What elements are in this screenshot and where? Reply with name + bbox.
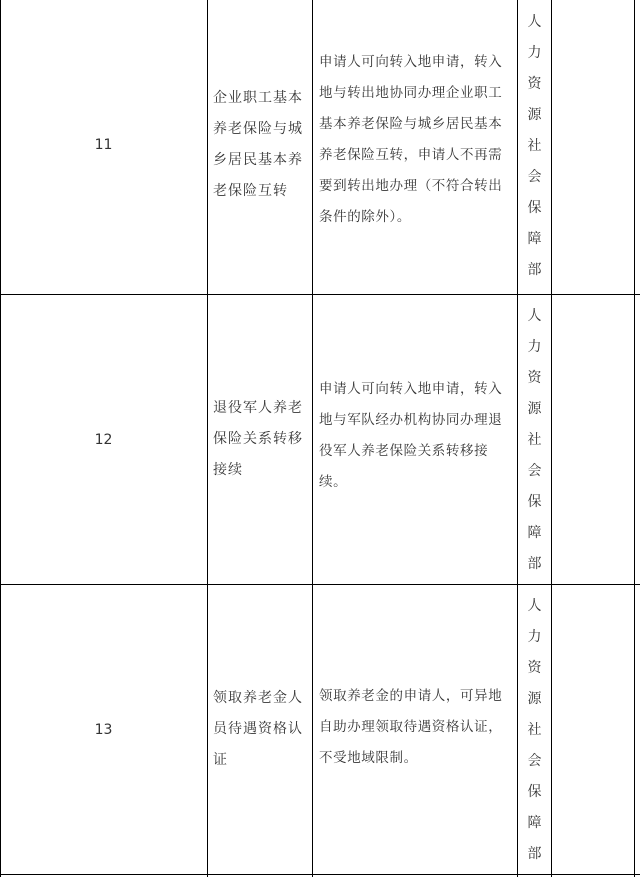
service-item — [208, 295, 312, 584]
department — [518, 585, 551, 874]
extra-cell — [552, 585, 634, 874]
column-divider — [634, 0, 635, 877]
row-number: 12 — [94, 431, 113, 448]
department-text: 人力资源社会保障部 — [527, 598, 542, 862]
service-description-text: 领取养老金的申请人，可异地自助办理领取待遇资格认证，不受地域限制。 — [319, 688, 503, 766]
department-text: 人力资源社会保障部 — [527, 308, 542, 572]
service-description-text: 申请人可向转入地申请，转入地与转出地协同办理企业职工基本养老保险与城乡居民基本养老保险互转，申请人不再需要到转出地办理（不符合转出条件的除外）。 — [319, 54, 503, 225]
extra-cell — [552, 0, 634, 294]
service-item-text: 企业职工基本养老保险与城乡居民基本养老保险互转 — [213, 90, 303, 199]
service-description — [313, 295, 517, 584]
service-item — [208, 0, 312, 294]
column-divider — [312, 0, 313, 877]
extra-cell — [552, 295, 634, 584]
row-number: 13 — [94, 721, 113, 738]
column-divider — [0, 0, 1, 877]
department — [518, 0, 551, 294]
column-divider — [207, 0, 208, 877]
service-description — [313, 585, 517, 874]
table-row — [0, 585, 640, 875]
table-row — [0, 0, 640, 295]
department-text: 人力资源社会保障部 — [527, 13, 542, 278]
table-row — [0, 295, 640, 585]
service-description-text: 申请人可向转入地申请，转入地与军队经办机构协同办理退役军人养老保险关系转移接续。 — [319, 380, 503, 490]
service-description — [313, 0, 517, 294]
service-item-text: 领取养老金人员待遇资格认证 — [213, 690, 303, 768]
service-item-text: 退役军人养老保险关系转移接续 — [213, 400, 303, 478]
column-divider — [551, 0, 552, 877]
row-number: 11 — [94, 137, 113, 153]
service-item — [208, 585, 312, 874]
department — [518, 295, 551, 584]
column-divider — [517, 0, 518, 877]
